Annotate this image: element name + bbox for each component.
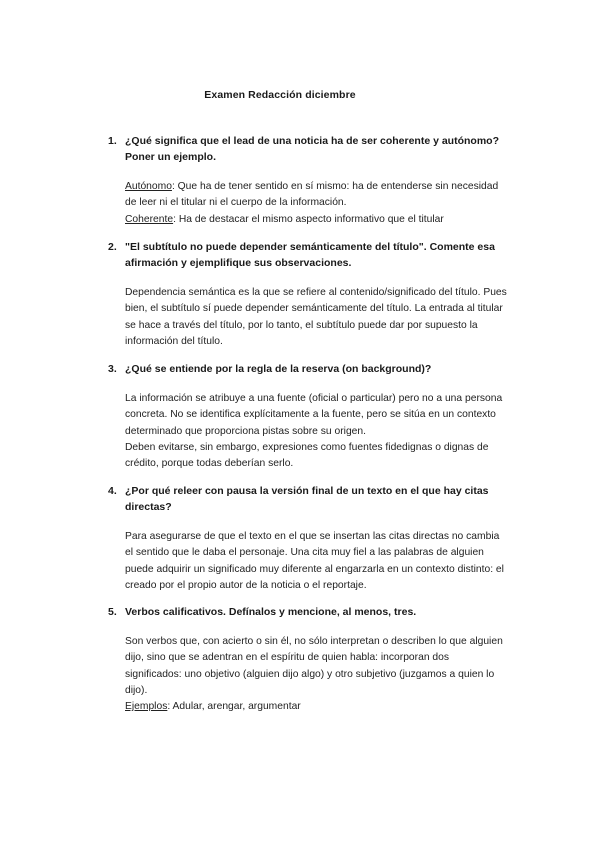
answer (125, 285, 508, 350)
answer-term: Autónomo (125, 181, 172, 192)
answer-paragraph (125, 699, 508, 715)
answer-term: Coherente (125, 213, 174, 225)
question-5 (108, 604, 508, 715)
question-number: 3. (108, 363, 117, 375)
answer-paragraph: Dependencia semántica es la que se refiere al contenido/significado del título. Pues bien, el subtítulo sí puede depender semánticamente del título. La entrada al titular se hace a través del título, por lo tanto, el subtítulo puede dar por supuesto la información del título. (125, 287, 507, 347)
answer-paragraph (125, 212, 508, 228)
question-text: ¿Qué se entiende por la regla de la reserva (on background)? (125, 363, 432, 375)
answer (125, 391, 508, 472)
question-heading (108, 239, 508, 271)
answer-text: : Que ha de tener sentido en sí mismo: ha de entenderse sin necesidad de leer ni el titular ni el cuerpo de la información. (125, 181, 499, 209)
answer-text: : Adular, arengar, argumentar (167, 701, 301, 713)
question-text: Verbos calificativos. Defínalos y mencione, al menos, tres. (125, 606, 417, 618)
question-heading (108, 361, 508, 377)
question-number: 2. (108, 241, 117, 253)
question-number: 4. (108, 485, 117, 497)
answer (125, 634, 508, 715)
question-text: ¿Por qué releer con pausa la versión final de un texto en el que hay citas directas? (125, 485, 489, 513)
question-heading (108, 483, 508, 515)
question-2 (108, 239, 508, 350)
answer-paragraph: Para asegurarse de que el texto en el que se insertan las citas directas no cambia el sentido que le daba el personaje. Una cita muy fiel a las palabras de alguien puede adquirir un significado muy diferente al engarzarla en un contexto distinto: el creado por el propio autor de la noticia o el reportaje. (125, 531, 504, 591)
question-3 (108, 361, 508, 472)
answer-paragraph (125, 179, 508, 212)
question-4 (108, 483, 508, 594)
question-text: "El subtítulo no puede depender semánticamente del título". Comente esa afirmación y ejemplifique sus observaciones. (125, 241, 495, 269)
question-text: ¿Qué significa que el lead de una noticia ha de ser coherente y autónomo? Poner un ejemplo. (125, 135, 499, 163)
question-heading (108, 133, 508, 165)
question-number: 1. (108, 135, 117, 147)
question-number: 5. (108, 606, 117, 618)
answer-text: : Ha de destacar el mismo aspecto informativo que el titular (173, 213, 444, 225)
question-heading (108, 604, 508, 620)
answer-term: Ejemplos (125, 701, 168, 713)
answer (125, 179, 508, 228)
document-title: Examen Redacción diciembre (204, 89, 356, 101)
answer-paragraph: Deben evitarse, sin embargo, expresiones como fuentes fidedignas o dignas de crédito, porque todas deberían serlo. (125, 441, 489, 470)
answer-paragraph: La información se atribuye a una fuente (oficial o particular) pero no a una persona concreta. No se identifica explícitamente a la fuente, pero se sitúa en un contexto determinado que proporciona pistas sobre su origen. (125, 393, 503, 437)
answer-paragraph: Son verbos que, con acierto o sin él, no sólo interpretan o describen lo que alguien dijo, sino que se adentran en el espíritu de quien habla: incorporan dos significados: uno objetivo (alguien dijo algo) y otro subjetivo (juzgamos a quien lo dijo). (125, 636, 503, 696)
answer (125, 529, 508, 594)
question-1 (108, 133, 508, 228)
